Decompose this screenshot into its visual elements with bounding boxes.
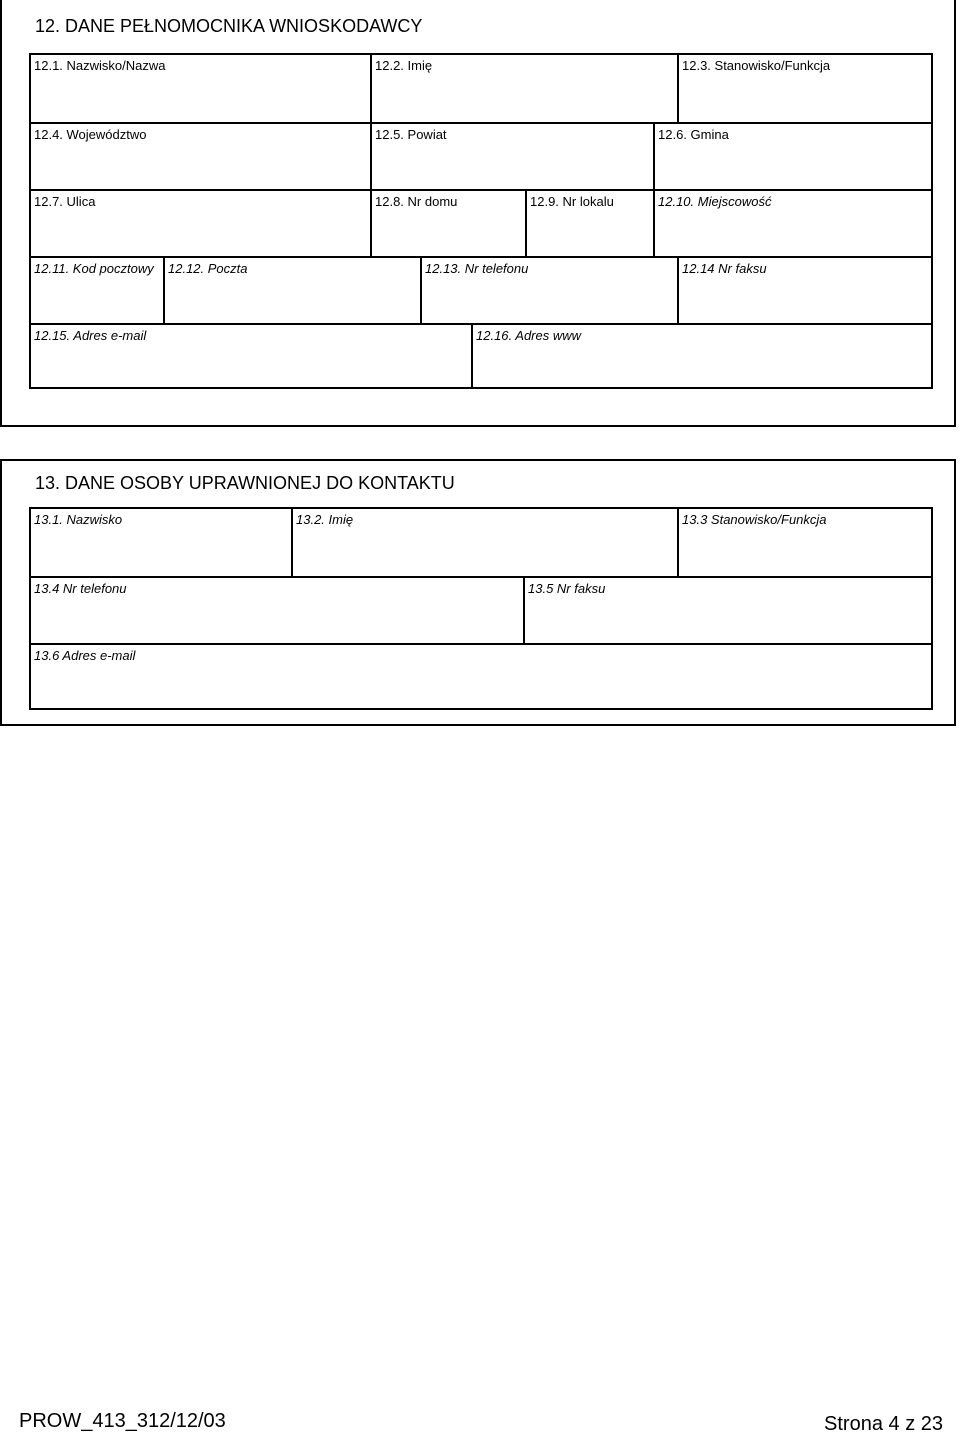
field-13-6-email[interactable] — [31, 643, 931, 708]
field-12-2-first-name[interactable] — [370, 55, 677, 122]
field-12-15-email[interactable] — [31, 323, 471, 389]
field-12-12-label: 12.12. Poczta — [168, 261, 248, 276]
field-12-13-label: 12.13. Nr telefonu — [425, 261, 529, 276]
field-12-7-label: 12.7. Ulica — [34, 194, 96, 209]
field-12-6-label: 12.6. Gmina — [658, 127, 729, 142]
field-12-10-label: 12.10. Miejscowość — [658, 194, 772, 209]
section-13-grid — [29, 507, 933, 710]
field-12-12-post-office[interactable] — [163, 256, 420, 323]
field-12-5-county[interactable] — [370, 122, 653, 189]
field-12-5-label: 12.5. Powiat — [375, 127, 447, 142]
field-12-10-town[interactable] — [653, 189, 931, 256]
field-13-4-phone[interactable] — [31, 576, 523, 643]
field-13-2-first-name[interactable] — [291, 509, 677, 576]
field-12-8-house-number[interactable] — [370, 189, 525, 256]
section-12-attorney-data — [0, 0, 956, 427]
field-13-5-label: 13.5 Nr faksu — [528, 581, 606, 596]
field-12-11-postal-code[interactable] — [31, 256, 163, 323]
field-12-9-label: 12.9. Nr lokalu — [530, 194, 614, 209]
field-12-15-label: 12.15. Adres e-mail — [34, 328, 147, 343]
field-13-3-position[interactable] — [677, 509, 931, 576]
field-12-1-label: 12.1. Nazwisko/Nazwa — [34, 58, 166, 73]
field-12-7-street[interactable] — [31, 189, 370, 256]
field-13-4-label: 13.4 Nr telefonu — [34, 581, 127, 596]
field-12-4-label: 12.4. Województwo — [34, 127, 147, 142]
field-13-1-label: 13.1. Nazwisko — [34, 512, 123, 527]
field-13-2-label: 13.2. Imię — [296, 512, 354, 527]
section-13-contact-person — [0, 459, 956, 726]
field-13-1-surname[interactable] — [31, 509, 291, 576]
field-12-11-label: 12.11. Kod pocztowy — [34, 261, 154, 276]
field-12-16-website[interactable] — [471, 323, 931, 389]
field-13-3-label: 13.3 Stanowisko/Funkcja — [682, 512, 827, 527]
field-12-9-apartment-number[interactable] — [525, 189, 653, 256]
section-13-title: 13. DANE OSOBY UPRAWNIONEJ DO KONTAKTU — [35, 473, 455, 493]
field-12-8-label: 12.8. Nr domu — [375, 194, 458, 209]
field-12-6-commune[interactable] — [653, 122, 931, 189]
field-12-16-label: 12.16. Adres www — [476, 328, 582, 343]
section-12-grid — [29, 53, 933, 389]
form-code: PROW_413_312/12/03 — [19, 1410, 226, 1432]
field-13-6-label: 13.6 Adres e-mail — [34, 648, 136, 663]
field-12-2-label: 12.2. Imię — [375, 58, 433, 73]
page-number: Strona 4 z 23 — [824, 1413, 943, 1435]
field-12-1-surname[interactable] — [31, 55, 370, 122]
field-12-4-voivodeship[interactable] — [31, 122, 370, 189]
field-13-5-fax[interactable] — [523, 576, 931, 643]
field-12-3-label: 12.3. Stanowisko/Funkcja — [682, 58, 831, 73]
section-12-title: 12. DANE PEŁNOMOCNIKA WNIOSKODAWCY — [35, 16, 423, 36]
field-12-13-phone[interactable] — [420, 256, 677, 323]
field-12-14-fax[interactable] — [677, 256, 931, 323]
field-12-3-position[interactable] — [677, 55, 931, 122]
field-12-14-label: 12.14 Nr faksu — [682, 261, 767, 276]
